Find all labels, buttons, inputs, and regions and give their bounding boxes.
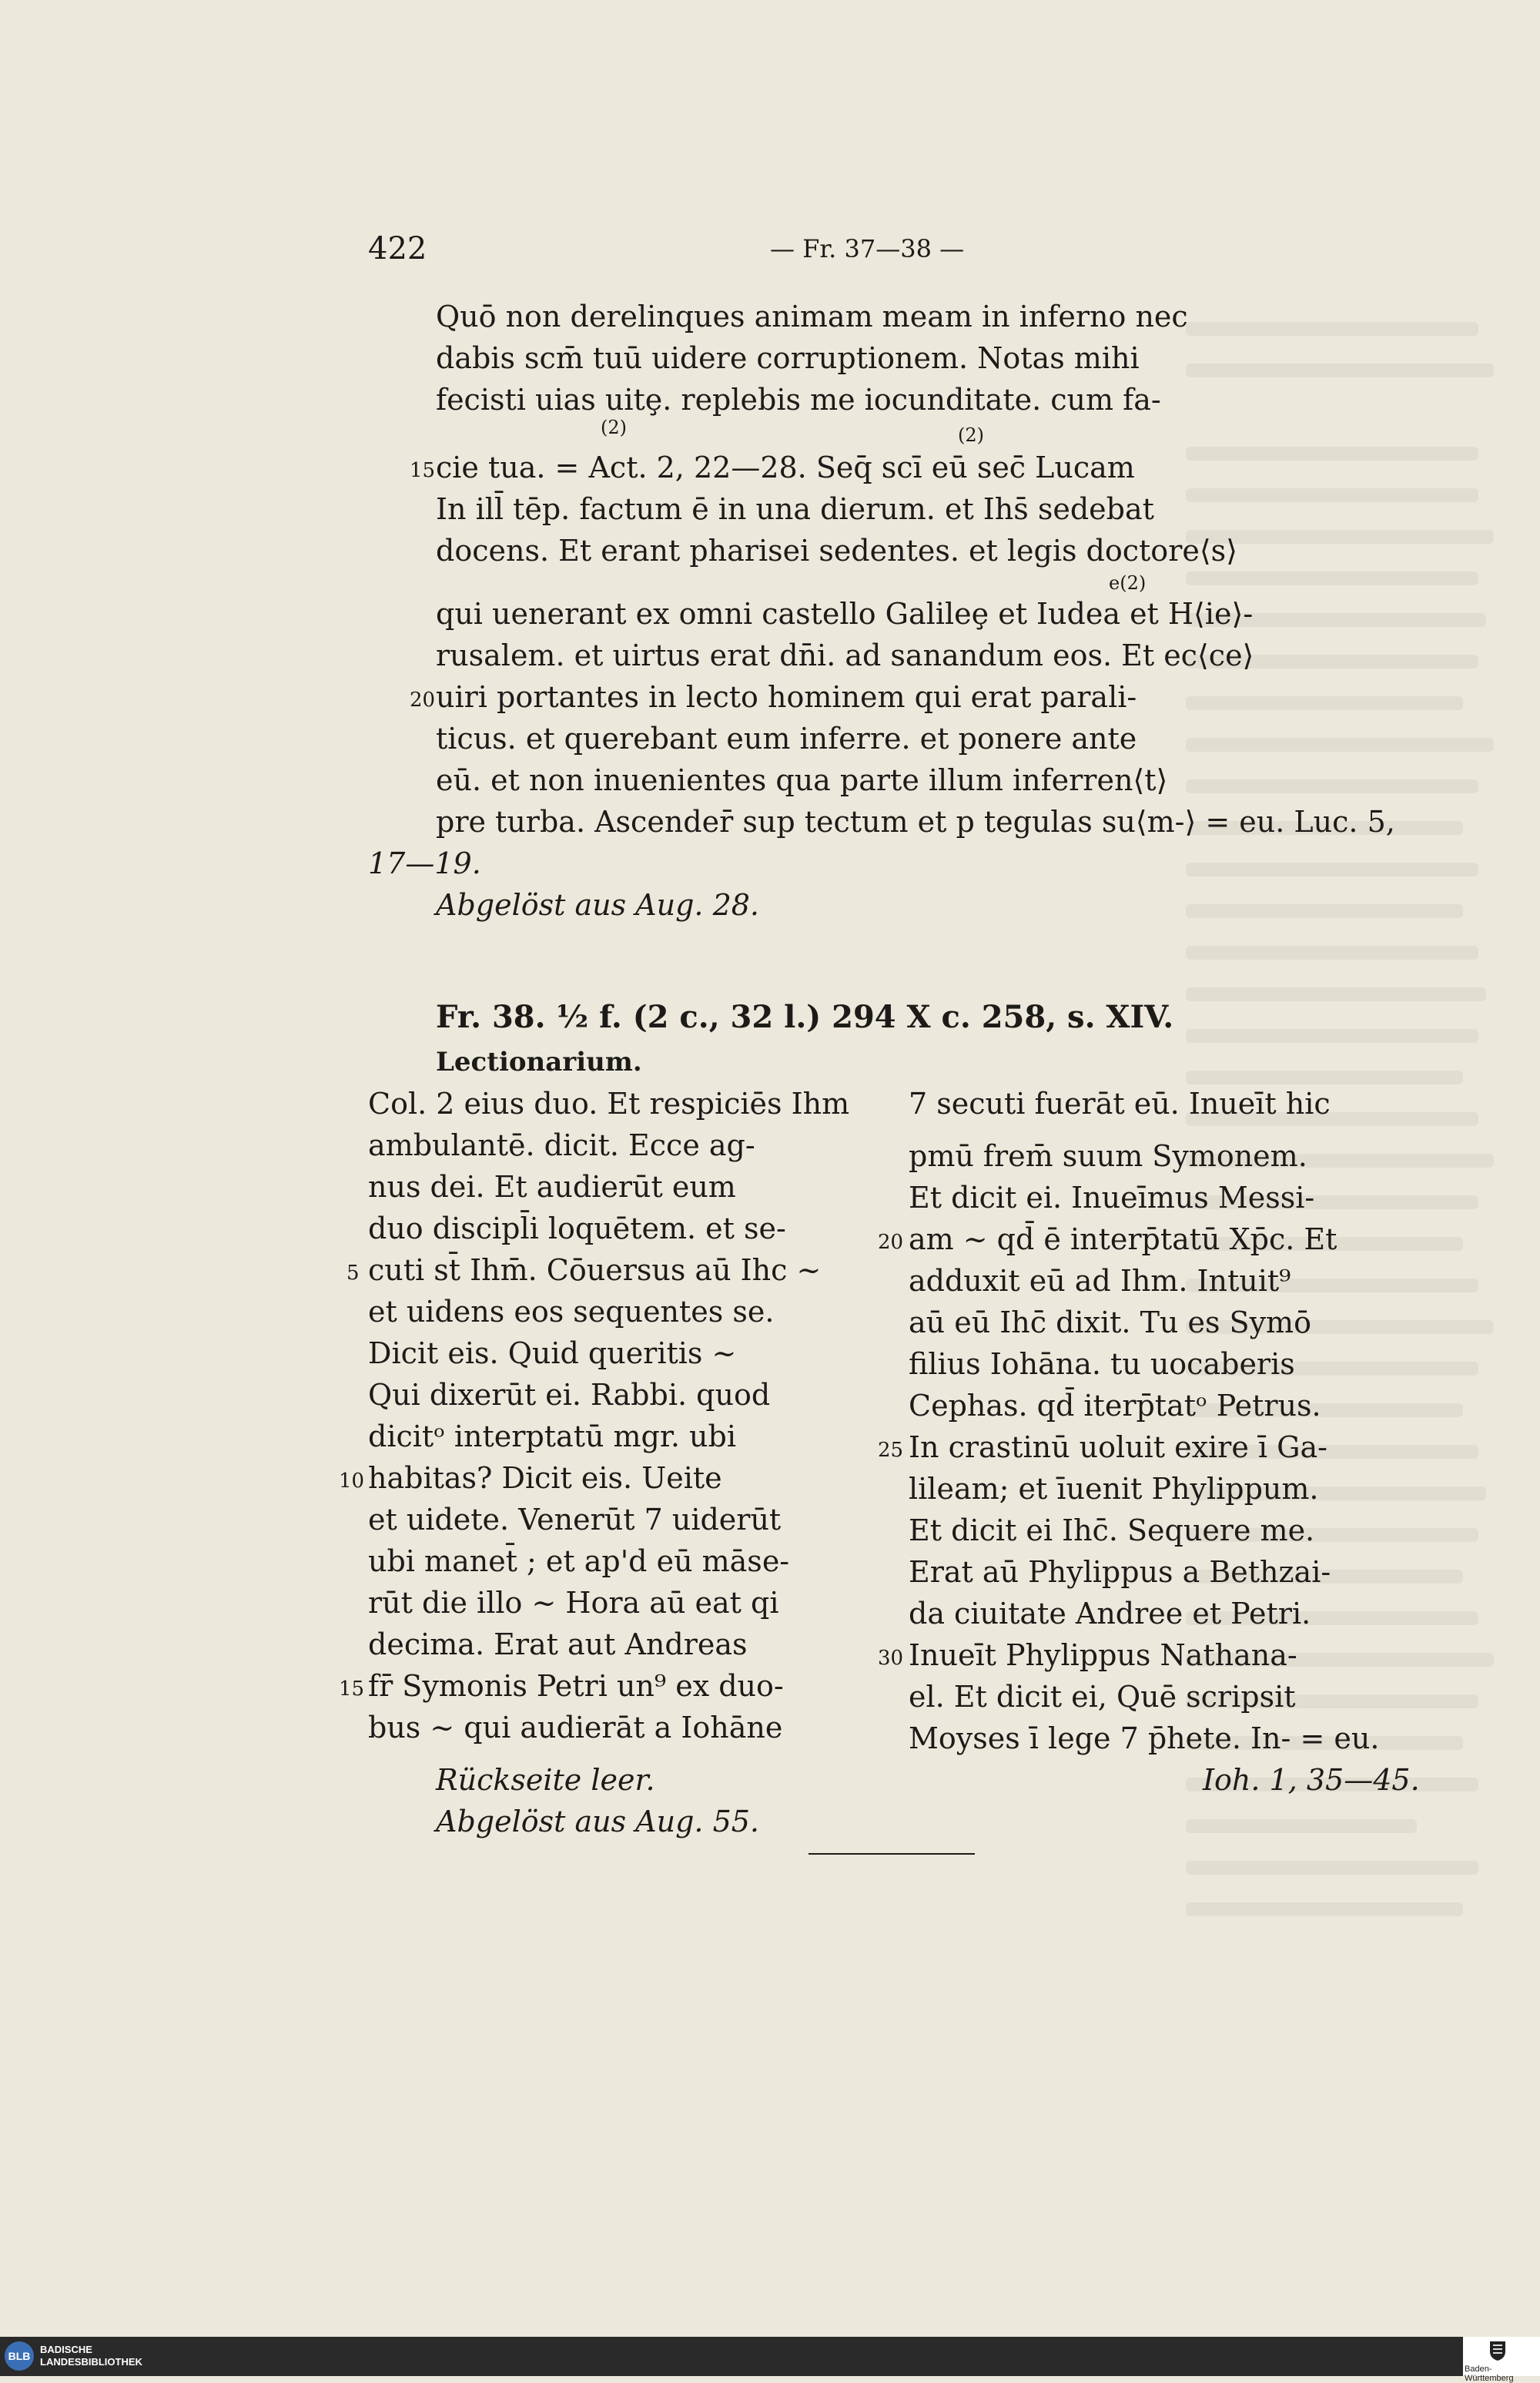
fr37-line: qui uenerant ex omni castello Galileȩ et Iudea et H⟨ie⟩- xyxy=(436,597,1254,631)
col-left-line: bus ~ qui audierāt a Iohāne xyxy=(368,1711,783,1745)
page-number: 422 xyxy=(368,231,427,266)
fr37-line: In ill̄ tēp. factum ē in una dierum. et Ihs̄ sedebat xyxy=(436,492,1154,526)
running-head: — Fr. 37—38 — xyxy=(770,234,965,263)
footer-bar xyxy=(0,2337,1540,2376)
col-left-line: ubi manet̄ ; et ap'd eū māse- xyxy=(368,1544,790,1578)
col-left-line-number: 5 xyxy=(346,1262,360,1285)
col-left-line: rūt die illo ~ Hora aū eat qi xyxy=(368,1586,779,1620)
fr37-superscript: e(2) xyxy=(1109,572,1147,594)
col-left-line: Dicit eis. Quid queritis ~ xyxy=(368,1336,737,1370)
fr37-line: fecisti uias uitȩ. replebis me iocunditate. cum fa- xyxy=(436,383,1161,417)
col-left-line: decima. Erat aut Andreas xyxy=(368,1627,748,1661)
blb-logo-line2: LANDESBIBLIOTHEK xyxy=(40,2356,142,2368)
col-right-line: Cephas. qd̄ iterp̄tatᵒ Petrus. xyxy=(909,1389,1321,1423)
col-right-line-number: 30 xyxy=(878,1647,904,1670)
col-left-source-note: Abgelöst aus Aug. 55. xyxy=(436,1805,760,1838)
col-right-line: da ciuitate Andree et Petri. xyxy=(909,1597,1311,1631)
fr37-line: uiri portantes in lecto hominem qui erat parali- xyxy=(436,680,1137,714)
col-left-line: fr̄ Symonis Petri un⁹ ex duo- xyxy=(368,1669,784,1703)
fr37-line: 17—19. xyxy=(368,846,481,880)
col-right-line: filius Iohāna. tu uocaberis xyxy=(909,1347,1295,1381)
col-left-line-number: 10 xyxy=(339,1470,365,1493)
col-left-line: cuti st̄ Ihm̄. Cōuersus aū Ihc ~ xyxy=(368,1253,822,1287)
col-right-line: 7 secuti fuerāt eū. Inueīt hic xyxy=(909,1087,1331,1121)
col-left-line: Qui dixerūt ei. Rabbi. quod xyxy=(368,1378,771,1412)
blb-logo-icon: BLB xyxy=(5,2341,34,2371)
col-left-line: et uidens eos sequentes se. xyxy=(368,1295,775,1329)
section-end-rule xyxy=(808,1853,975,1855)
fr38-heading: Fr. 38. ½ f. (2 c., 32 l.) 294 X c. 258, s. XIV. xyxy=(436,999,1174,1035)
fr37-line: dabis scm̄ tuū uidere corruptionem. Notas mihi xyxy=(436,341,1140,375)
fr37-line: pre turba. Ascender̄ sup tectum et p tegulas su⟨m-⟩ = eu. Luc. 5, xyxy=(436,805,1395,839)
fr37-line: Quō non derelinques animam meam in inferno nec xyxy=(436,300,1188,333)
col-right-citation: Ioh. 1, 35—45. xyxy=(1203,1763,1420,1797)
col-right-line: el. Et dicit ei, Quē scripsit xyxy=(909,1680,1296,1714)
bw-logo-text: Baden-Württemberg xyxy=(1465,2365,1514,2383)
col-right-line: pmū frem̄ suum Symonem. xyxy=(909,1139,1307,1173)
fr37-line-number: 15 xyxy=(410,459,436,482)
col-left-note: Rückseite leer. xyxy=(436,1763,655,1797)
col-right-line: aū eū Ihc̄ dixit. Tu es Symō xyxy=(909,1305,1311,1339)
col-right-line: am ~ qd̄ ē interp̄tatū Xp̄c. Et xyxy=(909,1222,1337,1256)
col-right-line: Et dicit ei. Inueīmus Messi- xyxy=(909,1181,1315,1215)
col-right-line: lileam; et īuenit Phylippum. xyxy=(909,1472,1319,1506)
col-right-line: Erat aū Phylippus a Bethzai- xyxy=(909,1555,1331,1589)
coat-of-arms-icon xyxy=(1488,2339,1508,2362)
col-left-line: nus dei. Et audierūt eum xyxy=(368,1170,736,1204)
col-left-line: habitas? Dicit eis. Ueite xyxy=(368,1461,722,1495)
col-left-line: dicitᵒ interptatū mgr. ubi xyxy=(368,1419,736,1453)
col-left-line: ambulantē. dicit. Ecce ag- xyxy=(368,1128,755,1162)
col-left-line: Col. 2 eius duo. Et respiciēs Ihm xyxy=(368,1087,850,1121)
blb-logo-line1: BADISCHE xyxy=(40,2344,92,2355)
fr37-line: ticus. et querebant eum inferre. et ponere ante xyxy=(436,722,1137,756)
col-right-line: In crastinū uoluit exire ī Ga- xyxy=(909,1430,1327,1464)
col-right-line: Et dicit ei Ihc̄. Sequere me. xyxy=(909,1513,1315,1547)
col-right-line: Moyses ī lege 7 p̄hete. In- = eu. xyxy=(909,1721,1380,1755)
col-right-line-number: 25 xyxy=(878,1439,904,1462)
col-right-line-number: 20 xyxy=(878,1231,904,1254)
col-left-line: duo discipl̄i loquētem. et se- xyxy=(368,1212,786,1245)
blb-logo-text xyxy=(40,2344,142,2368)
fr38-subheading: Lectionarium. xyxy=(436,1047,642,1078)
col-left-line: et uidete. Venerūt 7 uiderūt xyxy=(368,1503,782,1537)
fr37-line: eū. et non inuenientes qua parte illum inferren⟨t⟩ xyxy=(436,763,1168,797)
fr37-line-number: 20 xyxy=(410,689,436,712)
fr37-source-note: Abgelöst aus Aug. 28. xyxy=(436,888,760,922)
fr37-superscript: (2) xyxy=(958,424,984,446)
fr37-line: cie tua. = Act. 2, 22—28. Seq̄ scī eū sec̄ Lucam xyxy=(436,451,1135,484)
col-right-line: adduxit eū ad Ihm. Intuit⁹ xyxy=(909,1264,1291,1298)
fr37-superscript: (2) xyxy=(601,417,627,438)
fr37-line: rusalem. et uirtus erat dn̄i. ad sanandum eos. Et ec⟨ce⟩ xyxy=(436,638,1254,672)
fr37-line: docens. Et erant pharisei sedentes. et legis doctore⟨s⟩ xyxy=(436,534,1237,568)
col-left-line-number: 15 xyxy=(339,1677,365,1701)
col-right-line: Inueīt Phylippus Nathana- xyxy=(909,1638,1297,1672)
